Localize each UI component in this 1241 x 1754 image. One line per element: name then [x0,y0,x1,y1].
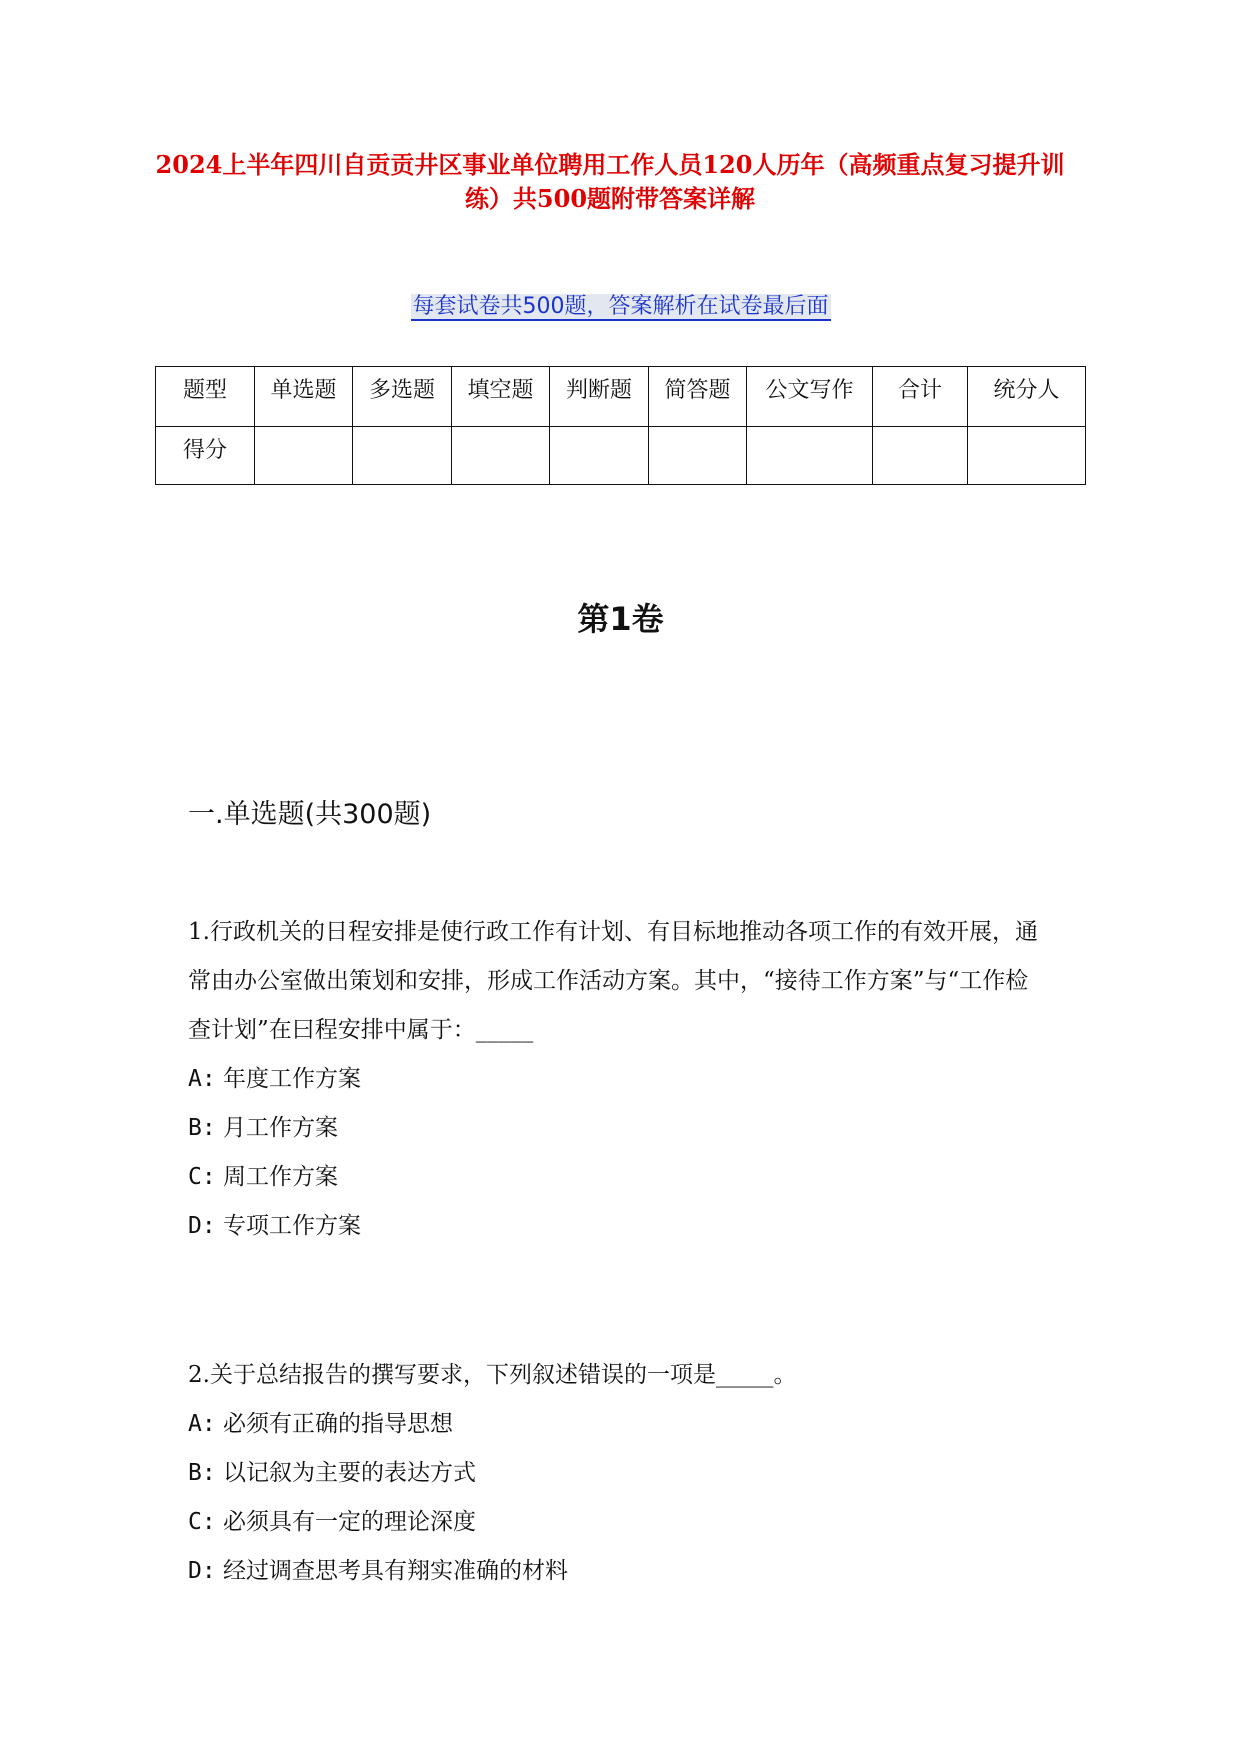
option-text: 年度工作方案 [223,1066,362,1092]
option-d [188,1547,1048,1596]
header-cell-scorer: 统分人 [968,367,1086,427]
option-label: B: [188,1115,216,1141]
header-cell-true-false: 判断题 [550,367,649,427]
header-cell-multiple-choice: 多选题 [353,367,452,427]
section-heading: 一.单选题(共300题) [188,799,432,830]
header-cell-total: 合计 [873,367,968,427]
option-d [188,1202,1048,1251]
document-title: 2024上半年四川自贡贡井区事业单位聘用工作人员120人历年（高频重点复习提升训练）共500题附带答案详解 [155,150,1065,213]
option-label: A: [188,1066,216,1092]
exam-note-text: 每套试卷共500题，答案解析在试卷最后面 [412,294,829,319]
score-cell [747,427,873,485]
header-cell-short-answer: 简答题 [649,367,747,427]
score-cell [968,427,1086,485]
volume-heading: 第1卷 [577,600,664,638]
option-text: 以记叙为主要的表达方式 [223,1460,477,1486]
option-c [188,1498,1048,1547]
score-table-score-row [156,427,1086,485]
header-cell-official-writing: 公文写作 [747,367,873,427]
option-label: C: [188,1164,216,1190]
option-b [188,1104,1048,1153]
header-cell-fill-blank: 填空题 [452,367,550,427]
option-text: 周工作方案 [223,1164,339,1190]
score-cell [550,427,649,485]
score-cell [452,427,550,485]
header-cell-single-choice: 单选题 [255,367,353,427]
score-table-header-row [156,367,1086,427]
option-label: C: [188,1509,216,1535]
option-text: 必须具有一定的理论深度 [223,1509,477,1535]
score-cell [873,427,968,485]
header-cell-type: 题型 [156,367,255,427]
question-item [188,1351,1048,1596]
option-a [188,1055,1048,1104]
exam-note [0,292,1241,322]
option-b [188,1449,1048,1498]
option-label: D: [188,1558,216,1584]
score-row-label: 得分 [156,427,255,485]
option-label: B: [188,1460,216,1486]
question-stem: 1.行政机关的日程安排是使行政工作有计划、有目标地推动各项工作的有效开展，通常由办公室做出策划和安排，形成工作活动方案。其中，“接待工作方案”与“工作检查计划”在曰程安排中属于：_____ [188,919,1038,1043]
option-text: 必须有正确的指导思想 [223,1411,454,1437]
score-cell [649,427,747,485]
option-label: D: [188,1213,216,1239]
option-text: 经过调查思考具有翔实准确的材料 [223,1558,569,1584]
score-table [155,366,1086,485]
option-label: A: [188,1411,216,1437]
score-cell [353,427,452,485]
question-item [188,908,1048,1251]
question-stem: 2.关于总结报告的撰写要求，下列叙述错误的一项是_____。 [188,1362,797,1388]
option-text: 专项工作方案 [223,1213,362,1239]
option-text: 月工作方案 [223,1115,339,1141]
option-a [188,1400,1048,1449]
score-cell [255,427,353,485]
option-c [188,1153,1048,1202]
